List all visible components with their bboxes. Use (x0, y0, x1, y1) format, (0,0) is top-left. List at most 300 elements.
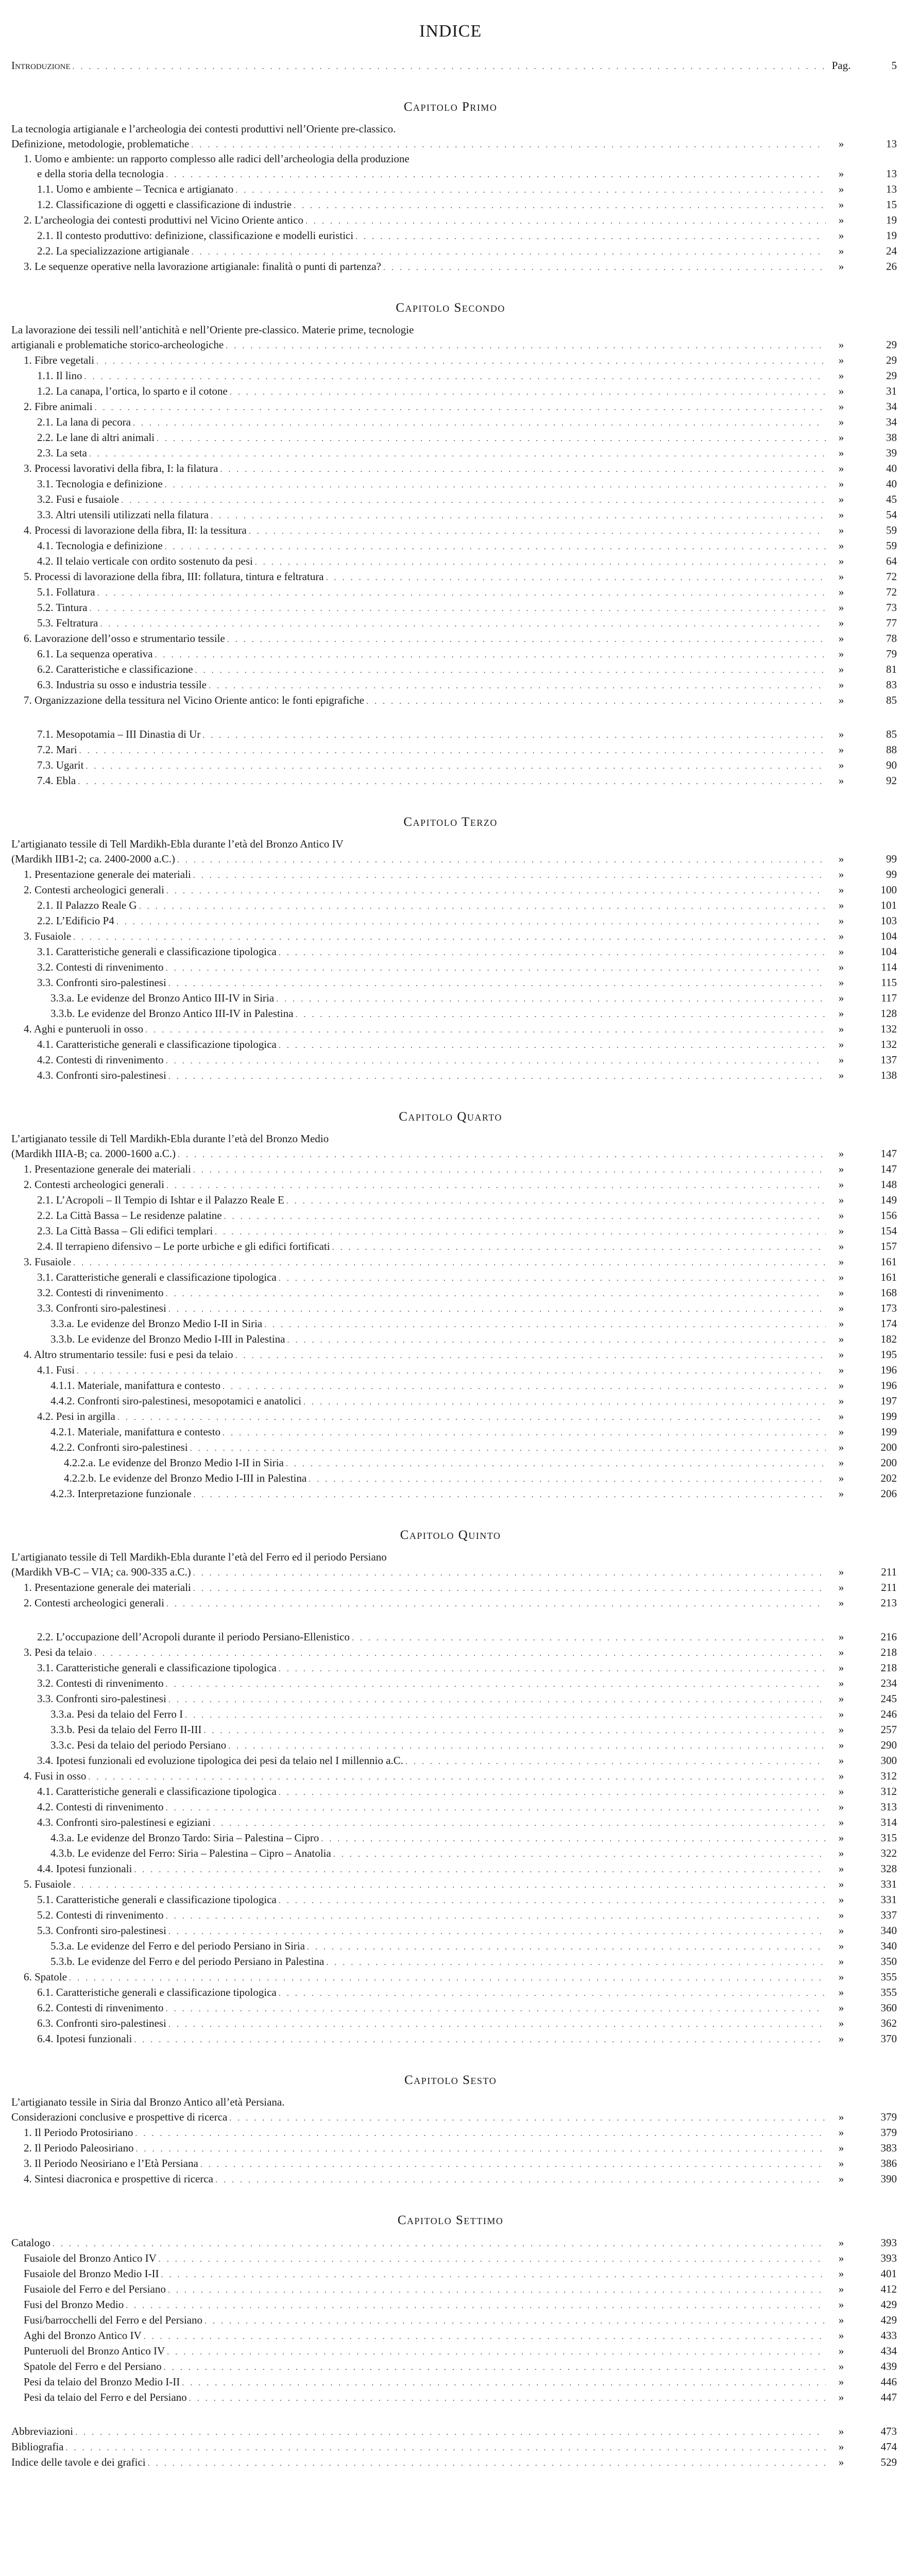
page-marker: » (838, 1456, 844, 1469)
leader-dots (189, 2391, 826, 2406)
page-number: 393 (880, 2252, 897, 2264)
page-marker: » (838, 1816, 844, 1828)
page-marker: » (838, 1209, 844, 1222)
leader-dots (73, 930, 826, 945)
toc-entry (0, 243, 901, 259)
toc-entry (0, 492, 901, 507)
leader-dots (167, 2345, 826, 2360)
leader-dots (303, 1395, 826, 1410)
page-marker: » (838, 1271, 844, 1283)
page-number: 156 (880, 1209, 897, 1222)
leader-dots (168, 1924, 826, 1940)
toc-entry (0, 2389, 901, 2405)
leader-dots (166, 1677, 826, 1692)
page-number: 362 (880, 2017, 897, 2029)
page-marker: » (838, 1038, 844, 1050)
page-number: 355 (880, 1986, 897, 1998)
toc-entry-label: 6.1. La sequenza operativa (37, 646, 155, 662)
leader-dots (332, 1240, 826, 1256)
toc-entry-label: 3.3.b. Le evidenze del Bronzo Medio I-III in Palestina (50, 1331, 287, 1347)
page-marker: » (838, 976, 844, 989)
page-marker: » (838, 853, 844, 865)
page-marker: » (838, 774, 844, 787)
page-number: 157 (880, 1240, 897, 1252)
toc-entry (0, 2000, 901, 2015)
page-marker: » (838, 992, 844, 1004)
page-number: 15 (886, 198, 897, 211)
leader-dots (286, 1194, 826, 1209)
toc-entry (0, 1254, 901, 1269)
page-number: 401 (880, 2267, 897, 2280)
toc-entry (0, 726, 901, 742)
page-marker: » (838, 2252, 844, 2264)
page-number: 45 (886, 493, 897, 505)
toc-entry (0, 1784, 901, 1799)
page-number: 132 (880, 1023, 897, 1035)
toc-entry-label: Pesi da telaio del Ferro e del Persiano (24, 2389, 189, 2405)
page-marker: » (838, 1256, 844, 1268)
leader-dots (228, 1739, 826, 1754)
page-number: 99 (886, 868, 897, 880)
chapter-heading: Capitolo Sesto (404, 2073, 497, 2087)
toc-entry-label: 3.3.c. Pesi da telaio del periodo Persiano (50, 1737, 228, 1753)
page-marker: » (838, 1924, 844, 1937)
leader-dots (73, 1256, 826, 1271)
toc-entry (0, 1675, 901, 1691)
toc-entry-label: 2. Contesti archeologici generali (24, 1177, 166, 1192)
chapter-heading: Capitolo Terzo (403, 815, 498, 829)
toc-entry (0, 136, 901, 151)
page-number: 173 (880, 1302, 897, 1314)
leader-dots (193, 1487, 826, 1503)
leader-dots (89, 601, 826, 617)
leader-dots (159, 2252, 826, 2267)
page-number: 199 (880, 1410, 897, 1422)
toc-entry-label: 4.3. Confronti siro-palestinesi e egiziani (37, 1815, 213, 1830)
page-number: 312 (880, 1785, 897, 1798)
page-number: 72 (886, 570, 897, 583)
toc-entry-label: 2. Contesti archeologici generali (24, 882, 166, 897)
toc-entry-label: 4.1.1. Materiale, manifattura e contesto (50, 1378, 223, 1393)
toc-entry-label: 3. Processi lavorativi della fibra, I: la filatura (24, 461, 220, 476)
page-marker: » (838, 759, 844, 771)
toc-entry (0, 2297, 901, 2312)
toc-entry (0, 2250, 901, 2266)
leader-dots (190, 1441, 826, 1456)
page-number: 434 (880, 2345, 897, 2357)
toc-entry-label: 2. L’archeologia dei contesti produttivi nel Vicino Oriente antico (24, 212, 305, 228)
toc-entry (0, 913, 901, 928)
leader-dots (200, 2157, 826, 2173)
toc-entry (0, 600, 901, 615)
page-number: 312 (880, 1770, 897, 1782)
toc-entry-label: Definizione, metodologie, problematiche (11, 136, 191, 151)
toc-entry-label: Abbreviazioni (11, 2424, 75, 2439)
toc-entry (0, 166, 901, 181)
toc-entry (0, 337, 901, 352)
toc-entry (0, 1439, 901, 1455)
page-number: 29 (886, 354, 897, 366)
page-marker: » (838, 245, 844, 257)
page-marker: » (838, 1708, 844, 1720)
page-marker: » (838, 884, 844, 896)
toc-entry (0, 757, 901, 773)
page-number: 38 (886, 431, 897, 444)
toc-entry (0, 430, 901, 445)
page-marker: » (838, 2111, 844, 2123)
leader-dots (249, 524, 826, 539)
leader-dots (178, 1147, 826, 1163)
toc-entry (0, 1455, 901, 1470)
page-number: 213 (880, 1597, 897, 1609)
page-marker: » (838, 400, 844, 413)
leader-dots (168, 2017, 826, 2032)
page-number: 115 (881, 976, 897, 989)
leader-dots (229, 2111, 826, 2126)
toc-entry-label: 6. Lavorazione dell’osso e strumentario tessile (24, 631, 227, 646)
toc-entry-label: 3.3.a. Pesi da telaio del Ferro I (50, 1706, 185, 1722)
page-number: 429 (880, 2298, 897, 2311)
toc-entry (0, 1580, 901, 1595)
toc-entry-label: 4.2. Contesti di rinvenimento (37, 1052, 166, 1067)
page-marker: » (838, 632, 844, 645)
page-marker: » (838, 369, 844, 382)
leader-dots (89, 447, 826, 462)
page-number: 85 (886, 728, 897, 740)
toc-entry-label: Bibliografia (11, 2439, 65, 2454)
page-marker: » (838, 524, 844, 536)
toc-entry-label: 3.3. Confronti siro-palestinesi (37, 975, 168, 990)
leader-dots (182, 2376, 826, 2391)
page-number: 72 (886, 586, 897, 598)
page-number: 88 (886, 743, 897, 756)
page-marker: » (838, 601, 844, 614)
leader-dots (166, 1054, 826, 1069)
page-number: 206 (880, 1487, 897, 1500)
toc-entry (0, 2140, 901, 2156)
page-marker: » (838, 1847, 844, 1859)
toc-entry (0, 461, 901, 476)
page-number: 337 (880, 1909, 897, 1921)
toc-entry-label: 4.2.2.a. Le evidenze del Bronzo Medio I-II in Siria (64, 1455, 286, 1470)
toc-entry (0, 2454, 901, 2470)
leader-dots (97, 586, 826, 601)
toc-entry (0, 522, 901, 538)
leader-dots (94, 1646, 826, 1662)
page-marker: » (838, 617, 844, 629)
toc-entry-label: 2. Contesti archeologici generali (24, 1595, 166, 1611)
page-marker: » (838, 1971, 844, 1983)
toc-entry-title: L’artigianato tessile di Tell Mardikh-Ebla durante l’età del Ferro ed il periodo Persiano (11, 1551, 387, 1563)
page-number: 168 (880, 1286, 897, 1299)
page-number: 196 (880, 1364, 897, 1376)
page-marker: » (838, 229, 844, 242)
toc-entry-label: 3. Il Periodo Neosiriano e l’Età Persiana (24, 2156, 200, 2171)
leader-dots (279, 945, 826, 961)
page-marker: » (838, 1194, 844, 1206)
toc-entry-label: 4.2.2. Confronti siro-palestinesi (50, 1439, 190, 1455)
toc-entry (0, 1052, 901, 1067)
leader-dots (279, 1785, 826, 1801)
toc-entry (0, 882, 901, 897)
page-number: 370 (880, 2032, 897, 2045)
toc-entry (0, 383, 901, 399)
toc-entry (0, 538, 901, 553)
page-marker: » (838, 1785, 844, 1798)
toc-entry (0, 1985, 901, 2000)
page-number: 5 (891, 59, 897, 72)
page-marker: » (838, 385, 844, 397)
page-number: 40 (886, 478, 897, 490)
leader-dots (73, 1878, 826, 1893)
page-marker: » (838, 1069, 844, 1081)
toc-entry (0, 851, 901, 867)
leader-dots (139, 899, 826, 914)
leader-dots (166, 2002, 826, 2017)
toc-entry-label: 3.3. Confronti siro-palestinesi (37, 1691, 168, 1706)
toc-entry-label: (Mardikh IIB1-2; ca. 2400-2000 a.C.) (11, 851, 177, 867)
toc-entry (0, 1923, 901, 1938)
leader-dots (166, 1597, 826, 1612)
page-number: 379 (880, 2126, 897, 2139)
toc-entry (0, 1161, 901, 1177)
toc-entry-label: 2.1. Il contesto produttivo: definizione, classificazione e modelli euristici (37, 228, 355, 243)
page-number: 322 (880, 1847, 897, 1859)
page-marker: » (838, 1581, 844, 1594)
page-number: 246 (880, 1708, 897, 1720)
toc-entry-label: 1. Fibre vegetali (24, 352, 96, 368)
page-marker: » (838, 2441, 844, 2453)
toc-entry (0, 1753, 901, 1768)
page-marker: » (838, 1379, 844, 1392)
page-marker: » (838, 2267, 844, 2280)
leader-dots (226, 338, 826, 354)
toc-entry (0, 445, 901, 461)
toc-entry (0, 2235, 901, 2250)
page-marker: » (838, 694, 844, 706)
toc-entry (0, 569, 901, 584)
page-marker: » (838, 1410, 844, 1422)
page-marker: » (838, 1646, 844, 1658)
toc-entry-label: Catalogo (11, 2235, 53, 2250)
page-marker: » (838, 416, 844, 428)
page-marker: » (838, 1426, 844, 1438)
leader-dots (168, 2283, 826, 2298)
toc-entry (0, 1830, 901, 1845)
leader-dots (279, 1038, 826, 1054)
leader-dots (168, 1302, 826, 1317)
page-marker: » (838, 1225, 844, 1237)
toc-entry-label: Considerazioni conclusive e prospettive di ricerca (11, 2109, 229, 2125)
page-number: 331 (880, 1893, 897, 1906)
toc-entry-label: 6.1. Caratteristiche generali e classificazione tipologica (37, 1985, 279, 2000)
page-number: 59 (886, 524, 897, 536)
leader-dots (168, 1069, 826, 1084)
page-marker: » (838, 1364, 844, 1376)
toc-entry-label: Fusi/barrocchelli del Ferro e del Persiano (24, 2312, 205, 2328)
toc-entry (0, 1021, 901, 1037)
page-marker: » (838, 1023, 844, 1035)
page-number: 103 (880, 914, 897, 927)
leader-dots (215, 1225, 826, 1240)
page-marker: » (838, 1472, 844, 1484)
page-number: 473 (880, 2425, 897, 2437)
leader-dots (53, 2236, 826, 2252)
toc-entry-label: 2.1. La lana di pecora (37, 414, 133, 430)
leader-dots (383, 260, 826, 276)
toc-entry-label: 5.1. Caratteristiche generali e classificazione tipologica (37, 1892, 279, 1907)
page-number: 24 (886, 245, 897, 257)
page-marker: » (838, 2157, 844, 2170)
section-gap (0, 1611, 901, 1629)
leader-dots (223, 1379, 826, 1395)
toc-entry-label: 4.4. Ipotesi funzionali (37, 1861, 134, 1876)
page-marker: » (838, 1395, 844, 1407)
toc-entry-label: 4.2. Il telaio verticale con ordito sostenuto da pesi (37, 553, 255, 569)
toc-entry (0, 584, 901, 600)
page-number: 216 (880, 1631, 897, 1643)
page-number: 59 (886, 539, 897, 552)
toc-entry-label: 1. Il Periodo Protosiriano (24, 2125, 135, 2140)
toc-entry (0, 228, 901, 243)
page-number: 300 (880, 1754, 897, 1767)
page-number: 355 (880, 1971, 897, 1983)
page-marker: » (838, 338, 844, 351)
leader-dots (166, 1178, 826, 1194)
table-of-contents (0, 93, 901, 2470)
toc-entry-label: Fusaiole del Ferro e del Persiano (24, 2281, 168, 2297)
page-marker: » (838, 1317, 844, 1330)
toc-entry (0, 2031, 901, 2046)
toc-entry-label: 5.3.b. Le evidenze del Ferro e del periodo Persiano in Palestina (50, 1954, 326, 1969)
toc-entry-label: Indice delle tavole e dei grafici (11, 2454, 148, 2470)
page-marker: » (838, 1677, 844, 1689)
page-marker: » (838, 663, 844, 675)
toc-entry (0, 928, 901, 944)
page-number: 73 (886, 601, 897, 614)
toc-entry-label: 3.1. Caratteristiche generali e classificazione tipologica (37, 944, 279, 959)
toc-entry-label: 3.2. Contesti di rinvenimento (37, 1285, 166, 1300)
page-number: 429 (880, 2314, 897, 2326)
toc-entry (0, 1347, 901, 1362)
toc-entry-label: 4. Altro strumentario tessile: fusi e pesi da telaio (24, 1347, 235, 1362)
page-marker: » (838, 2329, 844, 2342)
toc-entry (0, 1006, 901, 1021)
leader-dots (75, 2425, 826, 2441)
toc-entry-label: 7. Organizzazione della tessitura nel Vicino Oriente antico: le fonti epigrafiche (24, 692, 366, 708)
toc-entry-label: 3.3.a. Le evidenze del Bronzo Medio I-II in Siria (50, 1316, 264, 1331)
toc-entry (0, 1393, 901, 1409)
page-marker: » (838, 1862, 844, 1875)
leader-dots (321, 1832, 826, 1847)
page-marker: » (838, 214, 844, 226)
page-marker: » (838, 2126, 844, 2139)
page-number: 195 (880, 1348, 897, 1361)
toc-entry-label: 3. Pesi da telaio (24, 1645, 94, 1660)
toc-entry-label: 1.1. Uomo e ambiente – Tecnica e artigianato (37, 181, 235, 197)
page-number: 199 (880, 1426, 897, 1438)
page-number: 19 (886, 214, 897, 226)
leader-dots (95, 400, 826, 416)
page-marker: » (838, 1302, 844, 1314)
toc-entry-label: 7.2. Mari (37, 742, 79, 757)
page-marker: » (838, 2314, 844, 2326)
page-number: 13 (886, 167, 897, 180)
toc-entry (0, 1815, 901, 1830)
leader-dots (145, 1023, 826, 1038)
toc-entry-label: 6.2. Contesti di rinvenimento (37, 2000, 166, 2015)
toc-entry (0, 507, 901, 522)
page-marker: » (838, 509, 844, 521)
leader-dots (117, 1410, 826, 1426)
toc-entry (0, 1954, 901, 1969)
page-marker: » (838, 167, 844, 180)
toc-entry-label: 5.2. Tintura (37, 600, 89, 615)
toc-entry (0, 2312, 901, 2328)
toc-entry (0, 1845, 901, 1861)
toc-entry-label: Punteruoli del Bronzo Antico IV (24, 2343, 167, 2359)
page-number: 99 (886, 853, 897, 865)
leader-dots (144, 2329, 826, 2345)
toc-entry (0, 1223, 901, 1239)
leader-dots (192, 245, 826, 260)
page-marker: » (838, 945, 844, 958)
page-number: 79 (886, 648, 897, 660)
page-number: 529 (880, 2456, 897, 2468)
page-marker: » (838, 1692, 844, 1705)
page-marker: » (838, 2425, 844, 2437)
toc-entry (0, 773, 901, 788)
toc-entry (0, 662, 901, 677)
leader-dots (165, 539, 826, 555)
toc-entry (0, 1269, 901, 1285)
toc-entry-title: La lavorazione dei tessili nell’antichità e nell’Oriente pre-classico. Materie prime, tecnologie (11, 324, 414, 336)
leader-dots (405, 1754, 826, 1770)
leader-dots (211, 509, 826, 524)
toc-entry-label: 6.2. Caratteristiche e classificazione (37, 662, 195, 677)
toc-entry (0, 2343, 901, 2359)
toc-entry (0, 1208, 901, 1223)
page-number: 412 (880, 2283, 897, 2295)
toc-entry (0, 1037, 901, 1052)
toc-entry (0, 677, 901, 692)
toc-entry-label: 6.4. Ipotesi funzionali (37, 2031, 134, 2046)
page-marker: » (838, 961, 844, 973)
toc-entry-label: 1.1. Il lino (37, 368, 84, 383)
page-marker: » (838, 478, 844, 490)
toc-entry-label: Aghi del Bronzo Antico IV (24, 2328, 144, 2343)
page-marker: » (838, 2360, 844, 2372)
page-marker: » (838, 679, 844, 691)
page-marker: » (838, 1333, 844, 1345)
leader-dots (366, 694, 826, 709)
toc-entry (0, 1300, 901, 1316)
leader-dots (224, 1209, 826, 1225)
toc-entry-label: 2.2. L’Edificio P4 (37, 913, 116, 928)
toc-entry-label: 4.3. Confronti siro-palestinesi (37, 1067, 168, 1083)
page-marker: » (838, 1986, 844, 1998)
toc-entry-label: 5.2. Contesti di rinvenimento (37, 1907, 166, 1923)
toc-entry-label: 3.1. Caratteristiche generali e classificazione tipologica (37, 1660, 279, 1675)
toc-entry (0, 2281, 901, 2297)
toc-entry-label: 3.3.b. Le evidenze del Bronzo Antico III-IV in Palestina (50, 1006, 295, 1021)
page-number: 39 (886, 447, 897, 459)
toc-entry (0, 212, 901, 228)
page-marker: » (838, 1770, 844, 1782)
page-number: 314 (880, 1816, 897, 1828)
leader-dots (65, 2441, 826, 2456)
toc-entry-label: 4.2.2.b. Le evidenze del Bronzo Medio I-III in Palestina (64, 1470, 309, 1486)
